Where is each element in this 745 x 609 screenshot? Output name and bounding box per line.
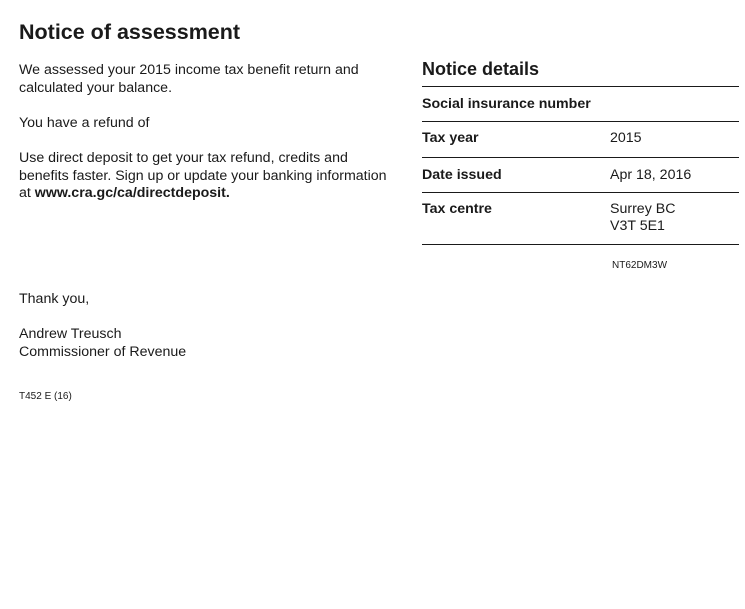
detail-row-tax-centre xyxy=(422,192,739,244)
sin-label: Social insurance number xyxy=(422,96,591,112)
signer-title: Commissioner of Revenue xyxy=(19,343,187,360)
form-code: T452 E (16) xyxy=(19,391,72,402)
notice-details-title: Notice details xyxy=(422,59,540,79)
tax-centre-value xyxy=(610,201,739,244)
assessment-summary-text: We assessed your 2015 income tax benefit return and calculated your balance. xyxy=(19,62,359,96)
refund-text: You have a refund of xyxy=(19,115,150,131)
notice-code: NT62DM3W xyxy=(612,260,668,271)
detail-row-sin xyxy=(422,86,739,121)
tax-year-label: Tax year xyxy=(422,130,479,146)
date-issued-value: Apr 18, 2016 xyxy=(610,167,692,183)
details-bottom-rule xyxy=(422,244,739,246)
direct-deposit-text xyxy=(19,150,399,203)
signature-block xyxy=(19,326,186,361)
tax-year-value: 2015 xyxy=(610,130,642,146)
tax-centre-label: Tax centre xyxy=(422,201,492,217)
signer-name: Andrew Treusch xyxy=(19,326,122,342)
page-title: Notice of assessment xyxy=(19,20,241,44)
notice-details-panel xyxy=(422,56,739,246)
closing-thanks: Thank you, xyxy=(19,291,90,307)
tax-centre-postal-code: V3T 5E1 xyxy=(610,218,665,235)
date-issued-label: Date issued xyxy=(422,167,502,183)
detail-row-date-issued xyxy=(422,157,739,192)
detail-row-tax-year xyxy=(422,121,739,157)
direct-deposit-message: Use direct deposit to get your tax refund, credits and benefits faster. Sign up or update your banking information at xyxy=(19,150,387,202)
direct-deposit-url: www.cra.gc/ca/directdeposit. xyxy=(34,185,230,202)
tax-centre-city: Surrey BC xyxy=(610,201,676,217)
